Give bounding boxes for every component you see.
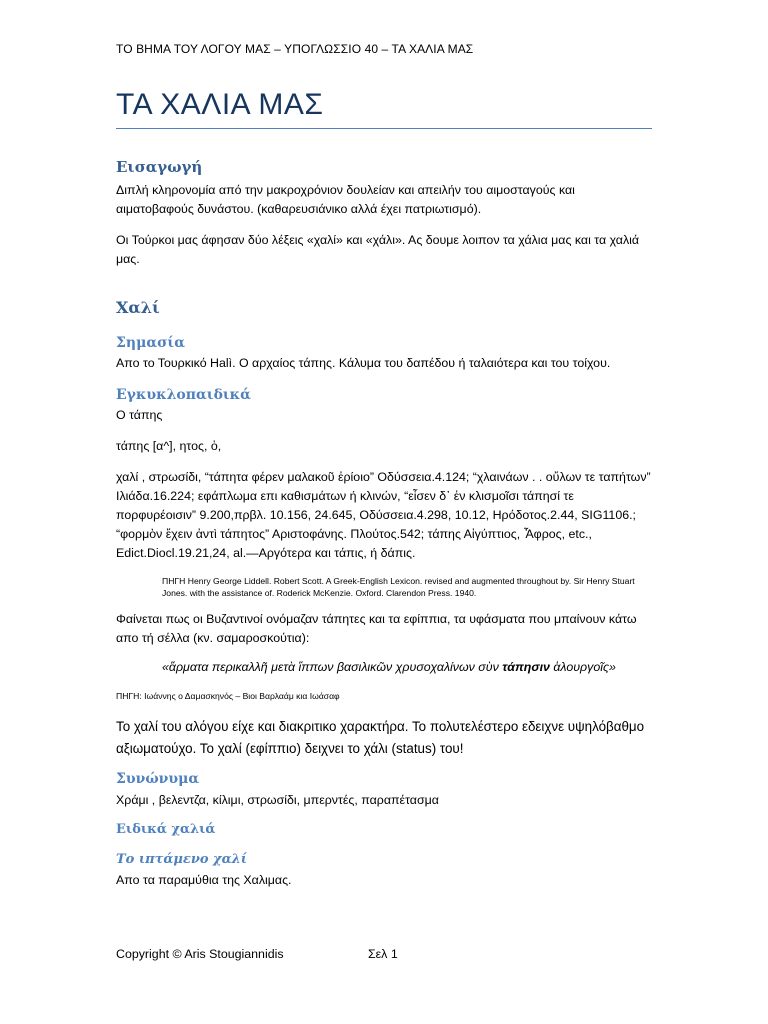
- meaning-text: Απο το Τουρκικό Halì. Ο αρχαίος τάπης. Κάλυμα του δαπέδου ή ταλαιότερα και του τοίχου.: [116, 356, 611, 370]
- synonyms-text: Χράμι , βελεντζα, κίλιμι, στρωσίδι, μπερντές, παραπέτασμα: [116, 793, 439, 807]
- source-citation-1: ΠΗΓΗ Henry George Liddell. Robert Scott. A Greek-English Lexicon. revised and augmented throughout by. Sir Henry Stuart Jones. with the assistance of. Roderick McKenzie. Oxford. Clarendon Press. 1940.: [162, 576, 635, 598]
- encyclopedia-line-1: Ο τάπης: [116, 408, 163, 422]
- meaning-heading: Σημασία: [116, 335, 185, 351]
- running-header: ΤΟ ΒΗΜΑ ΤΟΥ ΛΟΓΟΥ ΜΑΣ – ΥΠΟΓΛΩΣΣΙΟ 40 – ΤΑ ΧΑΛΙΑ ΜΑΣ: [116, 42, 474, 56]
- section-heading-hali: Χαλί: [116, 298, 160, 317]
- quote-highlight: τάπησιν: [502, 660, 550, 674]
- synonyms-heading: Συνώνυμα: [116, 771, 200, 787]
- intro-heading: Εισαγωγή: [116, 158, 203, 176]
- special-carpets-heading: Ειδικά χαλιά: [116, 822, 216, 837]
- footer-copyright: Copyright © Aris Stougiannidis: [116, 947, 284, 961]
- flying-carpet-heading: Το ιπτάμενο χαλί: [116, 852, 248, 867]
- status-paragraph: Το χαλί του αλόγου είχε και διακριτικο χαρακτήρα. Το πολυτελέστερο εδειχνε υψηλόβαθμο αξιωματούχο. Το χαλί (εφίππιο) δειχνει το χάλι (status) του!: [116, 719, 645, 756]
- source-citation-2: ΠΗΓΗ: Ιωάννης ο Δαμασκηνός – Βιοι Βαρλαάμ κια Ιωάσαφ: [116, 691, 340, 701]
- intro-paragraph-2: Οι Τούρκοι μας άφησαν δύο λέξεις «χαλί» και «χάλι». Ας δουμε λοιπον τα χάλια μας και τα χαλιά μας.: [116, 233, 640, 266]
- byzantine-paragraph: Φαίνεται πως οι Βυζαντινοί ονόμαζαν τάπητες και τα εφίππια, τα υφάσματα που μπαίνουν κάτω απο τή σέλλα (κν. σαμαροσκούτια):: [116, 612, 637, 645]
- title-underline: [116, 128, 652, 129]
- encyclopedia-heading: Εγκυκλοπαιδικά: [116, 387, 251, 403]
- page-title: ΤΑ ΧΑΛΙΑ ΜΑΣ: [116, 88, 324, 121]
- intro-paragraph-1: Διπλή κληρονομία από την μακροχρόνιον δουλείαν και απειλήν του αιμοσταγούς και αιματοβαφούς δυνάστου. (καθαρευσιάνικο αλλά έχει πατριωτισμό).: [116, 183, 575, 216]
- footer-page-number: Σελ 1: [368, 947, 398, 961]
- byzantine-quote: «ἅρματα περικαλλῆ μετὰ ἵππων βασιλικῶν χρυσοχαλίνων σὺν τάπησιν ἁλουργοῖς»: [162, 660, 616, 674]
- flying-carpet-text: Απο τα παραμύθια της Χαλιμας.: [116, 873, 292, 887]
- encyclopedia-line-2: τάπης [α^], ητος, ὁ,: [116, 439, 222, 453]
- encyclopedia-paragraph: χαλί , στρωσίδι, “τάπητα φέρεν μαλακοῦ ἐρίοιο” Οδύσσεια.4.124; “χλαινάων . . οὔλων τε ταπήτων” Ιλιάδα.16.224; εφάπλωμα επι καθισμάτων ή κλινών, “εἷσεν δ᾽ ἐν κλισμοῖσι τάπησί τε πορφυρέοισιν” 9.200,πρβλ. 10.156, 24.645, Οδύσσεια.4.298, 10.12, Ηρόδοτος.2.44, SIG1106.; “φορμὸν ἔχειν ἀντὶ τάπητος” Αριστοφάνης. Πλούτος.542; τάπης Αἰγύπτιος, Ἆφρος, etc., Edict.Diocl.19.21,24, al.—Αργότερα και τάπις, ή δάπις.: [116, 470, 651, 560]
